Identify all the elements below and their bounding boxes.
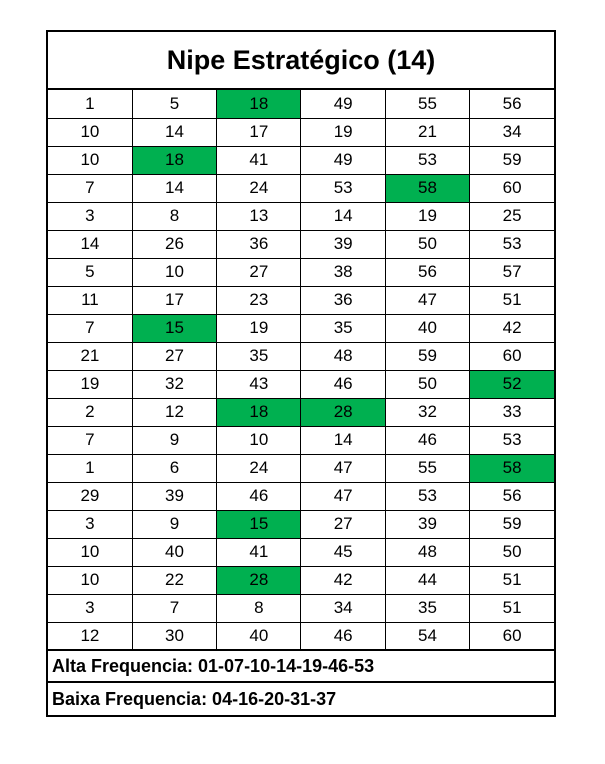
number-cell: 8 — [217, 594, 301, 622]
number-cell: 48 — [385, 538, 469, 566]
number-cell: 27 — [301, 510, 385, 538]
number-cell: 44 — [385, 566, 469, 594]
grid-row — [48, 314, 554, 342]
highlighted-number-cell: 15 — [132, 314, 216, 342]
grid-row — [48, 258, 554, 286]
number-cell: 57 — [470, 258, 554, 286]
number-cell: 36 — [217, 230, 301, 258]
number-cell: 43 — [217, 370, 301, 398]
number-cell: 55 — [385, 454, 469, 482]
number-cell: 40 — [217, 622, 301, 650]
number-cell: 59 — [385, 342, 469, 370]
number-cell: 51 — [470, 286, 554, 314]
number-cell: 9 — [132, 426, 216, 454]
number-cell: 19 — [217, 314, 301, 342]
number-cell: 55 — [385, 90, 469, 118]
number-cell: 21 — [48, 342, 132, 370]
number-cell: 3 — [48, 510, 132, 538]
number-cell: 5 — [132, 90, 216, 118]
number-cell: 12 — [48, 622, 132, 650]
highlighted-number-cell: 28 — [217, 566, 301, 594]
number-cell: 14 — [132, 118, 216, 146]
number-cell: 10 — [48, 146, 132, 174]
number-cell: 45 — [301, 538, 385, 566]
number-cell: 51 — [470, 594, 554, 622]
number-cell: 35 — [217, 342, 301, 370]
number-cell: 49 — [301, 146, 385, 174]
grid-row — [48, 454, 554, 482]
number-cell: 24 — [217, 454, 301, 482]
highlighted-number-cell: 15 — [217, 510, 301, 538]
grid-row — [48, 482, 554, 510]
number-cell: 19 — [385, 202, 469, 230]
number-cell: 10 — [48, 538, 132, 566]
highlighted-number-cell: 18 — [132, 146, 216, 174]
number-cell: 19 — [301, 118, 385, 146]
grid-row — [48, 146, 554, 174]
number-cell: 56 — [470, 90, 554, 118]
number-cell: 32 — [385, 398, 469, 426]
number-cell: 33 — [470, 398, 554, 426]
highlighted-number-cell: 28 — [301, 398, 385, 426]
number-cell: 1 — [48, 454, 132, 482]
highlighted-number-cell: 18 — [217, 398, 301, 426]
grid-row — [48, 594, 554, 622]
grid-row — [48, 538, 554, 566]
number-cell: 14 — [301, 202, 385, 230]
grid-row — [48, 90, 554, 118]
number-cell: 1 — [48, 90, 132, 118]
number-cell: 7 — [48, 426, 132, 454]
number-cell: 17 — [217, 118, 301, 146]
grid-row — [48, 370, 554, 398]
number-cell: 40 — [132, 538, 216, 566]
number-cell: 48 — [301, 342, 385, 370]
number-cell: 14 — [301, 426, 385, 454]
number-cell: 24 — [217, 174, 301, 202]
number-cell: 35 — [385, 594, 469, 622]
number-cell: 7 — [48, 174, 132, 202]
lottery-sheet — [46, 30, 556, 717]
highlighted-number-cell: 52 — [470, 370, 554, 398]
number-cell: 25 — [470, 202, 554, 230]
number-cell: 54 — [385, 622, 469, 650]
number-cell: 17 — [132, 286, 216, 314]
grid-row — [48, 286, 554, 314]
number-cell: 14 — [132, 174, 216, 202]
number-cell: 46 — [385, 426, 469, 454]
sheet-title: Nipe Estratégico (14) — [48, 32, 554, 90]
number-cell: 22 — [132, 566, 216, 594]
number-cell: 60 — [470, 622, 554, 650]
number-cell: 36 — [301, 286, 385, 314]
number-cell: 56 — [470, 482, 554, 510]
number-cell: 41 — [217, 146, 301, 174]
number-cell: 8 — [132, 202, 216, 230]
number-grid — [48, 90, 554, 651]
number-cell: 56 — [385, 258, 469, 286]
number-cell: 46 — [217, 482, 301, 510]
number-cell: 60 — [470, 342, 554, 370]
grid-row — [48, 622, 554, 650]
number-cell: 30 — [132, 622, 216, 650]
number-cell: 7 — [132, 594, 216, 622]
number-cell: 46 — [301, 370, 385, 398]
number-cell: 12 — [132, 398, 216, 426]
number-cell: 60 — [470, 174, 554, 202]
number-cell: 2 — [48, 398, 132, 426]
number-cell: 42 — [301, 566, 385, 594]
number-cell: 49 — [301, 90, 385, 118]
number-cell: 47 — [301, 454, 385, 482]
number-cell: 53 — [470, 230, 554, 258]
grid-row — [48, 510, 554, 538]
number-cell: 5 — [48, 258, 132, 286]
number-cell: 39 — [132, 482, 216, 510]
number-cell: 50 — [385, 370, 469, 398]
number-cell: 10 — [132, 258, 216, 286]
highlighted-number-cell: 58 — [385, 174, 469, 202]
grid-row — [48, 342, 554, 370]
grid-row — [48, 230, 554, 258]
number-cell: 39 — [385, 510, 469, 538]
number-cell: 51 — [470, 566, 554, 594]
grid-row — [48, 174, 554, 202]
number-cell: 19 — [48, 370, 132, 398]
number-cell: 53 — [385, 482, 469, 510]
highlighted-number-cell: 18 — [217, 90, 301, 118]
number-cell: 53 — [301, 174, 385, 202]
number-cell: 10 — [48, 566, 132, 594]
number-cell: 27 — [217, 258, 301, 286]
number-cell: 34 — [301, 594, 385, 622]
number-cell: 21 — [385, 118, 469, 146]
number-grid-body — [48, 90, 554, 650]
grid-row — [48, 202, 554, 230]
number-cell: 34 — [470, 118, 554, 146]
grid-row — [48, 566, 554, 594]
number-cell: 46 — [301, 622, 385, 650]
number-cell: 38 — [301, 258, 385, 286]
number-cell: 47 — [385, 286, 469, 314]
number-cell: 40 — [385, 314, 469, 342]
number-cell: 6 — [132, 454, 216, 482]
high-frequency-line: Alta Frequencia: 01-07-10-14-19-46-53 — [48, 651, 554, 683]
number-cell: 10 — [48, 118, 132, 146]
number-cell: 7 — [48, 314, 132, 342]
grid-row — [48, 426, 554, 454]
number-cell: 59 — [470, 146, 554, 174]
number-cell: 26 — [132, 230, 216, 258]
number-cell: 53 — [385, 146, 469, 174]
number-cell: 3 — [48, 594, 132, 622]
number-cell: 35 — [301, 314, 385, 342]
highlighted-number-cell: 58 — [470, 454, 554, 482]
grid-row — [48, 398, 554, 426]
low-frequency-line: Baixa Frequencia: 04-16-20-31-37 — [52, 688, 337, 709]
number-cell: 32 — [132, 370, 216, 398]
number-cell: 29 — [48, 482, 132, 510]
number-cell: 14 — [48, 230, 132, 258]
number-cell: 23 — [217, 286, 301, 314]
number-cell: 39 — [301, 230, 385, 258]
number-cell: 53 — [470, 426, 554, 454]
number-cell: 41 — [217, 538, 301, 566]
number-cell: 27 — [132, 342, 216, 370]
number-cell: 42 — [470, 314, 554, 342]
number-cell: 10 — [217, 426, 301, 454]
number-cell: 47 — [301, 482, 385, 510]
number-cell: 50 — [470, 538, 554, 566]
number-cell: 13 — [217, 202, 301, 230]
number-cell: 50 — [385, 230, 469, 258]
number-cell: 9 — [132, 510, 216, 538]
number-cell: 11 — [48, 286, 132, 314]
grid-row — [48, 118, 554, 146]
number-cell: 59 — [470, 510, 554, 538]
number-cell: 3 — [48, 202, 132, 230]
